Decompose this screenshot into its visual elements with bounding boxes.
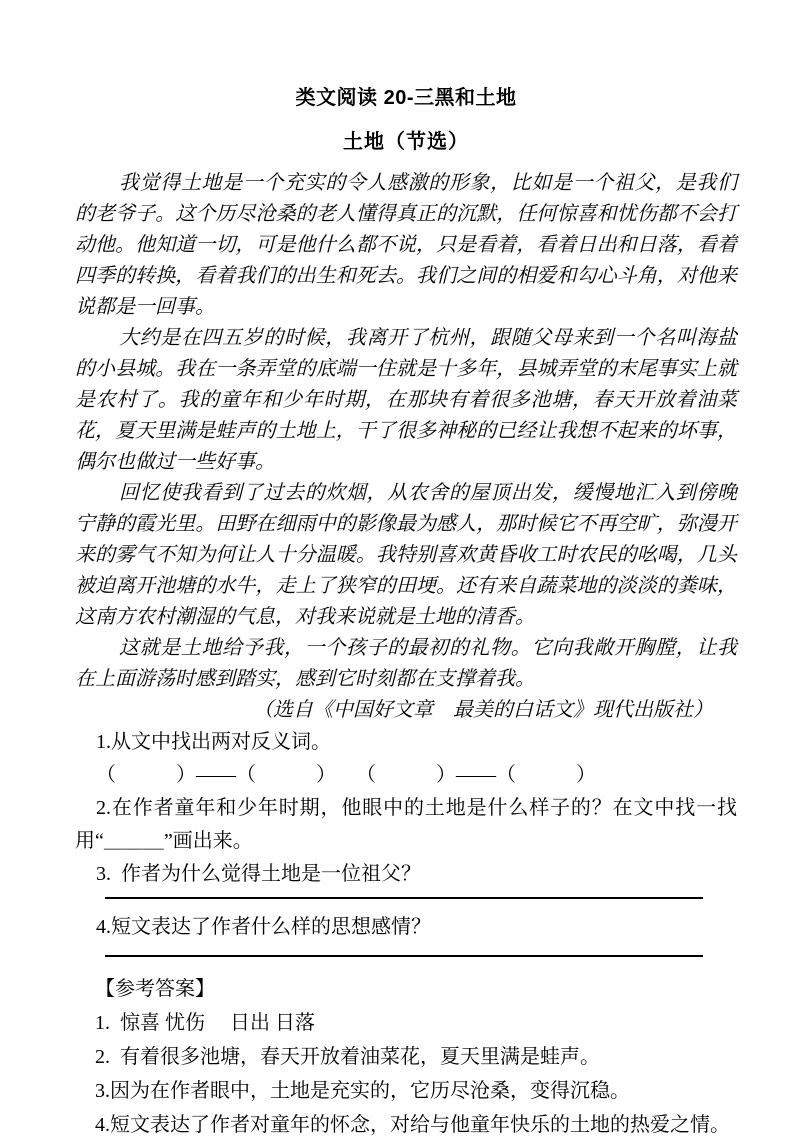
passage-paragraph: 我觉得土地是一个充实的令人感激的形象，比如是一个祖父，是我们的老爷子。这个历尽沧桑的老人懂得真正的沉默，任何惊喜和忧伤都不会打动他。他知道一切，可是他什么都不说，只是看着，看着日出和日落，看着四季的转换，看着我们的出生和死去。我们之间的相爱和勾心斗角，对他来说都是一回事。 — [75, 172, 737, 318]
question-2: 2.在作者童年和少年时期，他眼中的土地是什么样子的？在文中找一找用“＿＿＿”画出来。 — [75, 797, 737, 852]
answer-1: 1. 惊喜 忧伤 日出 日落 — [95, 1012, 315, 1034]
question-1: 1.从文中找出两对反义词。 — [96, 731, 331, 753]
answer-3: 3.因为在作者眼中，土地是充实的，它历尽沧桑，变得沉稳。 — [95, 1080, 630, 1102]
question-1-answer-blanks: （ ）——（ ） （ ）——（ ） — [96, 764, 596, 786]
passage-paragraph: 大约是在四五岁的时候，我离开了杭州，跟随父母来到一个名叫海盐的小县城。我在一条弄堂的底端一住就是十多年，县城弄堂的末尾事实上就是农村了。我的童年和少年时期，在那块有着很多池塘，春天开放着油菜花，夏天里满是蛙声的土地上，干了很多神秘的已经让我想不起来的坏事，偶尔也做过一些好事。 — [75, 327, 737, 473]
question-4: 4.短文表达了作者什么样的思想感情？ — [96, 916, 431, 938]
passage-paragraph: 这就是土地给予我，一个孩子的最初的礼物。它向我敞开胸膛，让我在上面游荡时感到踏实，感到它时刻都在支撑着我。 — [75, 637, 737, 690]
passage-title: 土地（节选） — [343, 131, 469, 153]
passage-body — [75, 168, 737, 695]
passage-paragraph: 回忆使我看到了过去的炊烟，从农舍的屋顶出发，缓慢地汇入到傍晚宁静的霞光里。田野在细雨中的影像最为感人，那时候它不再空旷，弥漫开来的雾气不知为何让人十分温暖。我特别喜欢黄昏收工时农民的吆喝，几头被迫离开池塘的水牛，走上了狭窄的田埂。还有来自蔬菜地的淡淡的粪味，这南方农村潮湿的气息，对我来说就是土地的清香。 — [75, 482, 737, 628]
reference-answers-section — [75, 973, 737, 1142]
page-title: 类文阅读 20-三黑和土地 — [295, 87, 517, 109]
answer-line — [105, 897, 703, 899]
answer-4: 4.短文表达了作者对童年的怀念，对给与他童年快乐的土地的热爱之情。 — [95, 1114, 730, 1136]
answer-2: 2. 有着很多池塘，春天开放着油菜花，夏天里满是蛙声。 — [95, 1046, 600, 1068]
answer-line — [105, 955, 703, 957]
answers-header: 【参考答案】 — [95, 978, 215, 1000]
question-3: 3. 作者为什么觉得土地是一位祖父？ — [96, 863, 421, 885]
source-attribution: （选自《中国好文章 最美的白话文》现代出版社） — [253, 699, 713, 721]
questions-section — [75, 726, 737, 957]
